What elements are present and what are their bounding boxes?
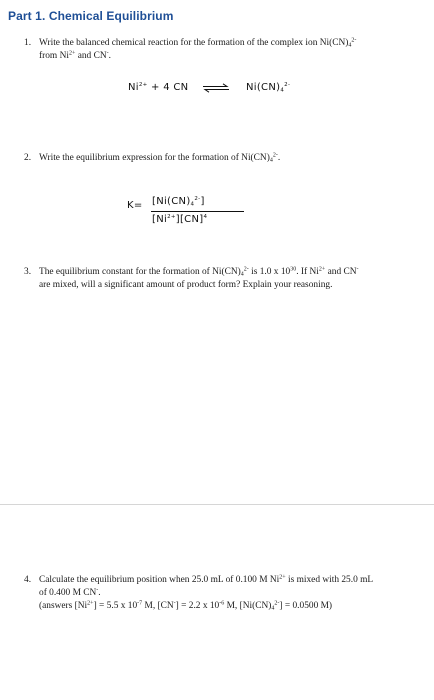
handwritten-numerator: $[Ni(CN)_4^{2-}]$ [152,196,205,208]
question-line: Write the balanced chemical reaction for the formation of the complex ion $Ni(CN)_4^{2-}$ [39,37,357,49]
equilibrium-arrow-icon [202,83,230,93]
question-number: 3. [24,267,32,277]
part-title: Part 1. Chemical Equilibrium [8,9,174,23]
question-number: 1. [24,38,32,48]
handwritten-k-label: K= [127,200,143,211]
question-line: of 0.400 M CN-. [39,587,101,598]
question-number: 4. [24,575,32,585]
question-text [39,266,359,292]
handwritten-denominator: $[Ni^{2+}][CN]^4$ [152,214,208,225]
question-number: 2. [24,153,32,163]
handwritten-product: $Ni(CN)_4^{2-}$ [246,82,291,94]
fraction-bar [151,211,244,212]
handwritten-reactants: $Ni^{2+} + 4$ CN [128,82,189,93]
question-text [39,574,373,613]
question-line: from $Ni^{2+}$ and CN-. [39,50,111,61]
question-text [39,37,356,63]
question-text: Write the equilibrium expression for the formation of $Ni(CN)_4^{2-}$. [39,152,281,164]
answer-line: (answers $[Ni^{2+}] = 5.5$ x $10^{-7}$ M, [CN-] = 2.2 x $10^{-6}$ M, $[Ni(CN)_4^{2-}] = 0.0500$ M) [39,600,333,612]
question-line: Calculate the equilibrium position when 25.0 mL of 0.100 M $Ni^{2+}$ is mixed with 25.0 mL [39,574,374,585]
question-line: are mixed, will a significant amount of product form? Explain your reasoning. [39,280,333,290]
question-line: The equilibrium constant for the formation of $Ni(CN)_4^{2-}$ is 1.0 x $10^{30}$. If $Ni^{2+}$ and CN- [39,266,359,278]
